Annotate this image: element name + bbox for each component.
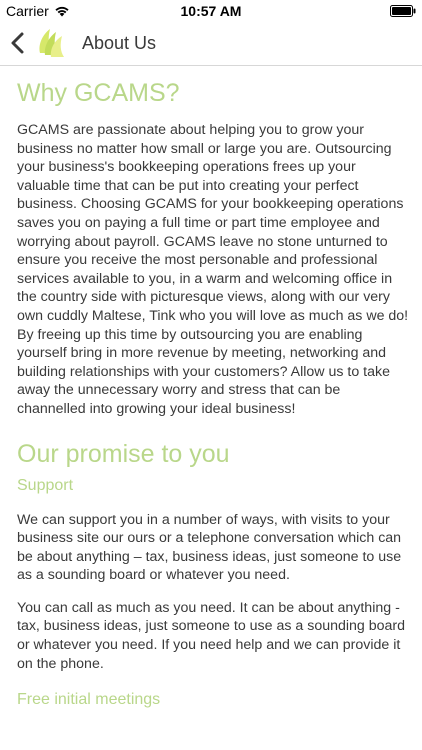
app-logo-icon [36,27,66,59]
heading-our-promise: Our promise to you [17,439,230,468]
heading-why-gcams: Why GCAMS? [17,79,180,107]
about-content [17,66,409,711]
status-bar [0,0,422,22]
back-chevron-icon[interactable] [6,30,30,56]
carrier-label: Carrier [6,3,49,19]
status-time: 10:57 AM [180,3,242,19]
support-paragraph-1: We can support you in a number of ways, with visits to your business site our ours or a telephone conversation which can be about anything – tax, business ideas, just someone to use as a sounding board or whatever you need. [17,511,402,584]
support-paragraph-2: You can call as much as you need. It can be about anything - tax, business ideas, just someone to use as a sounding board or whatever you need. If you need help and we can provide it on the phone. [17,599,406,672]
subheading-support: Support [17,476,74,494]
intro-paragraph: GCAMS are passionate about helping you to grow your business no matter how small or large you are. Outsourcing your business's bookkeeping operations frees up your valuable time that can be put into creating your perfect business. Choosing GCAMS for your bookkeeping operations saves you on paying a full time or part time employee and worrying about payroll. GCAMS leave no stone unturned to ensure you receive the most personable and professional services available to you, in a warm and welcoming office in the country side with picturesque views, along with our very own cuddly Maltese, Tink who you will love as much as we do! By freeing up this time by outsourcing you are enabling yourself bring in more revenue by meeting, networking and building relationships with your customers? Allow us to take away the unnecessary worry and stress that can be channelled into growing your ideal business! [17,122,409,417]
navigation-bar [0,22,422,66]
subheading-free-initial-meetings: Free initial meetings [17,691,161,709]
battery-icon [390,5,416,17]
page-title: About Us [82,33,157,53]
